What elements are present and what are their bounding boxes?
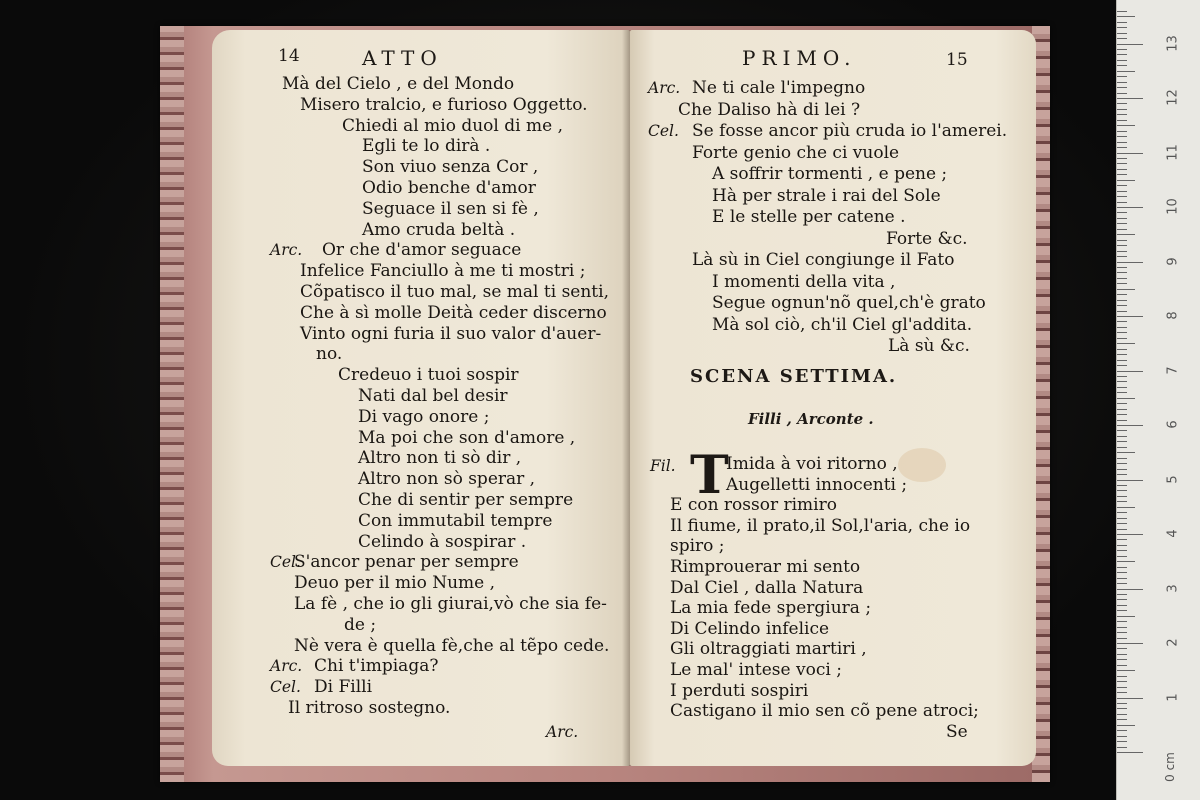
scene-verse-line: I perduti sospiri	[670, 680, 809, 701]
ruler-tick	[1117, 676, 1127, 677]
scene-verse-line: Imida à voi ritorno ,	[726, 454, 898, 474]
ruler-tick	[1117, 202, 1127, 203]
verse-line: I momenti della vita ,	[712, 271, 896, 292]
ruler-number: 6	[1165, 420, 1181, 429]
ruler-tick	[1117, 681, 1127, 682]
ruler-tick	[1117, 670, 1135, 671]
verse-line: Vinto ogni furia il suo valor d'auer-	[300, 323, 602, 344]
ruler-tick	[1117, 616, 1135, 617]
verse-line: Misero tralcio, e furioso Oggetto.	[300, 94, 588, 115]
ruler-tick	[1117, 212, 1127, 213]
ruler-tick	[1117, 643, 1143, 644]
drop-cap: T	[690, 445, 729, 506]
ruler-tick	[1117, 501, 1127, 502]
verse-line: Che à sì molle Deità ceder discerno	[300, 302, 607, 323]
speaker-label: Cel.	[648, 122, 679, 140]
ruler-tick	[1117, 610, 1127, 611]
ruler-tick	[1117, 65, 1127, 66]
ruler-tick	[1117, 583, 1127, 584]
right-catchword: Se	[946, 722, 968, 742]
ruler-tick	[1117, 332, 1127, 333]
ruler-tick	[1117, 436, 1127, 437]
speaker-label: Arc.	[270, 657, 303, 676]
ruler-tick	[1117, 109, 1127, 110]
ruler-tick	[1117, 719, 1127, 720]
ruler-tick	[1117, 594, 1127, 595]
ruler-tick	[1117, 376, 1127, 377]
ruler-tick	[1117, 632, 1127, 633]
ruler-tick	[1117, 409, 1127, 410]
ruler-number: 3	[1165, 583, 1181, 593]
verse-line: Altro non ti sò dir ,	[358, 448, 522, 469]
ruler-tick	[1117, 294, 1127, 295]
ruler-tick	[1117, 556, 1127, 557]
ruler-tick	[1117, 496, 1127, 497]
ruler-tick	[1117, 16, 1135, 17]
ruler-tick	[1117, 60, 1127, 61]
verse-line: Se fosse ancor più cruda io l'amerei.	[692, 121, 1008, 141]
ruler-tick	[1117, 153, 1143, 154]
ruler-tick	[1117, 638, 1127, 639]
ruler-tick	[1117, 420, 1127, 421]
ruler-tick	[1117, 142, 1127, 143]
ruler-tick	[1117, 698, 1143, 699]
ruler-tick	[1117, 627, 1127, 628]
ruler-tick	[1117, 507, 1135, 508]
ruler-tick	[1117, 703, 1127, 704]
scene-speaker: Fil.	[650, 457, 676, 475]
ruler-tick	[1117, 289, 1135, 290]
ruler-number: 13	[1165, 34, 1181, 52]
speaker-label: Cel.	[270, 553, 301, 572]
ruler-tick	[1117, 229, 1127, 230]
ruler-tick	[1117, 316, 1143, 317]
scene-characters: Filli , Arconte .	[748, 410, 874, 428]
left-page	[212, 30, 630, 766]
verse-line: Cõpatisco il tuo mal, se mal ti senti,	[300, 282, 609, 302]
ruler-tick	[1117, 251, 1127, 252]
ruler-number: 9	[1165, 256, 1181, 266]
ruler-tick	[1117, 218, 1127, 219]
scene-verse-line: Castigano il mio sen cõ pene atroci;	[670, 701, 979, 722]
ruler-tick	[1117, 71, 1135, 72]
ruler-tick	[1117, 305, 1127, 306]
ruler-tick	[1117, 392, 1127, 393]
ruler-number: 12	[1165, 89, 1181, 106]
ruler-tick	[1117, 736, 1127, 737]
ruler-tick	[1117, 523, 1127, 524]
ruler-tick	[1117, 163, 1127, 164]
ruler-tick	[1117, 665, 1127, 666]
ruler-number: 1	[1165, 692, 1181, 702]
ruler-tick	[1117, 98, 1143, 99]
left-page-number: 14	[278, 46, 300, 66]
ruler-number: 4	[1165, 529, 1181, 538]
ruler-tick	[1117, 430, 1127, 431]
ruler-tick	[1117, 371, 1143, 372]
ruler-tick	[1117, 567, 1127, 568]
ruler-tick	[1117, 158, 1127, 159]
verse-line: Mà sol ciò, ch'il Ciel gl'addita.	[712, 314, 973, 335]
verse-line: Amo cruda beltà .	[362, 219, 516, 240]
ruler-number: 5	[1165, 474, 1181, 484]
ruler-tick	[1117, 458, 1127, 459]
ruler-tick	[1117, 262, 1143, 263]
ruler-number: 10	[1165, 198, 1181, 215]
scene-verse-line: Il fiume, il prato,il Sol,l'aria, che io	[670, 515, 971, 536]
ruler-tick	[1117, 518, 1127, 519]
ruler-tick	[1117, 321, 1127, 322]
ruler-tick	[1117, 561, 1135, 562]
verse-line: S'ancor penar per sempre	[294, 552, 519, 573]
ruler-tick	[1117, 27, 1127, 28]
verse-line: no.	[316, 344, 343, 365]
ruler-tick	[1117, 311, 1127, 312]
verse-line: Nè vera è quella fè,che al tẽpo cede.	[294, 635, 610, 656]
verse-line: E le stelle per catene .	[712, 207, 906, 227]
ruler-tick	[1117, 267, 1127, 268]
verse-line: Là sù in Ciel congiunge il Fato	[692, 250, 955, 270]
ruler-tick	[1117, 512, 1127, 513]
verse-line: Di vago onore ;	[358, 406, 490, 427]
verse-line: Odio benche d'amor	[362, 178, 536, 198]
ruler-tick	[1117, 33, 1127, 34]
ruler-tick	[1117, 103, 1127, 104]
ruler-tick	[1117, 529, 1127, 530]
left-catchword: Arc.	[546, 723, 579, 741]
ruler-tick	[1117, 398, 1135, 399]
ruler-number: 11	[1165, 143, 1181, 161]
scene-verse-line: La mia fede spergiura ;	[670, 598, 872, 619]
verse-line: Là sù &c.	[888, 336, 970, 356]
ruler-tick	[1117, 741, 1127, 742]
ruler-tick	[1117, 578, 1127, 579]
verse-line: Con immutabil tempre	[358, 510, 553, 531]
ruler-tick	[1117, 38, 1127, 39]
ruler-tick	[1117, 534, 1143, 535]
verse-line: Forte genio che ci vuole	[692, 142, 900, 163]
verse-line: Egli te lo dirà .	[362, 136, 491, 157]
ruler-tick	[1117, 207, 1143, 208]
ruler-tick	[1117, 114, 1127, 115]
scene-verse-line: Augelletti innocenti ;	[726, 474, 908, 495]
ruler-tick	[1117, 349, 1127, 350]
ruler-tick	[1117, 93, 1127, 94]
ruler-tick	[1117, 125, 1135, 126]
verse-line: Altro non sò sperar ,	[358, 469, 536, 490]
ruler-tick	[1117, 387, 1127, 388]
scene-verse-line: Di Celindo infelice	[670, 618, 830, 639]
verse-line: La fè , che io gli giurai,vò che sia fe-	[294, 594, 607, 614]
ruler-tick	[1117, 485, 1127, 486]
verse-line: Son viuo senza Cor ,	[362, 157, 539, 178]
verse-line: Seguace il sen si fè ,	[362, 198, 539, 219]
ruler-unit-label: 0 cm	[1162, 752, 1177, 782]
ruler-tick	[1117, 180, 1135, 181]
ruler-tick	[1117, 381, 1127, 382]
ruler-tick	[1117, 272, 1127, 273]
speaker-label: Arc.	[648, 79, 681, 97]
ruler-number: 7	[1165, 365, 1181, 375]
ruler-tick	[1117, 687, 1127, 688]
ruler-tick	[1117, 490, 1127, 491]
verse-line: Ne ti cale l'impegno	[692, 78, 866, 98]
ruler-tick	[1117, 191, 1127, 192]
ruler-tick	[1117, 447, 1127, 448]
ruler-tick	[1117, 174, 1127, 175]
ruler-tick	[1117, 550, 1127, 551]
ruler-tick	[1117, 605, 1127, 606]
ruler-tick	[1117, 441, 1127, 442]
ruler-tick	[1117, 714, 1127, 715]
ruler-tick	[1117, 82, 1127, 83]
ruler-tick	[1117, 365, 1127, 366]
scene-verse-line: Dal Ciel , dalla Natura	[670, 577, 864, 598]
scene-title: SCENA SETTIMA.	[690, 366, 898, 387]
verse-line: Che di sentir per sempre	[358, 490, 574, 510]
ruler-number: 2	[1165, 638, 1181, 647]
verse-line: de ;	[344, 614, 377, 635]
ruler-tick	[1117, 648, 1127, 649]
right-page	[630, 30, 1036, 766]
ruler-tick	[1117, 136, 1127, 137]
scene-verse-line: Rimprouerar mi sento	[670, 557, 861, 577]
ruler-tick	[1117, 654, 1127, 655]
ruler-tick	[1117, 338, 1127, 339]
ruler-tick	[1117, 278, 1127, 279]
verse-line: Il ritroso sostegno.	[288, 698, 451, 718]
ruler-tick	[1117, 360, 1127, 361]
ruler-tick	[1117, 425, 1143, 426]
ruler-tick	[1117, 621, 1127, 622]
verse-line: Nati dal bel desir	[358, 386, 508, 406]
verse-line: Credeuo i tuoi sospir	[338, 365, 519, 386]
ruler-tick	[1117, 414, 1127, 415]
ruler-tick	[1117, 147, 1127, 148]
ruler-tick	[1117, 539, 1127, 540]
ruler-tick	[1117, 245, 1127, 246]
verse-line: Ma poi che son d'amore ,	[358, 427, 576, 448]
ruler-tick	[1117, 343, 1135, 344]
ruler-tick	[1117, 283, 1127, 284]
ruler-tick	[1117, 589, 1143, 590]
ruler-tick	[1117, 708, 1127, 709]
ruler-tick	[1117, 403, 1127, 404]
ruler-tick	[1117, 185, 1127, 186]
scene-verse-line: E con rossor rimiro	[670, 495, 837, 516]
right-page-number: 15	[946, 50, 968, 70]
verse-line: A soffrir tormenti , e pene ;	[712, 164, 948, 184]
ruler-tick	[1117, 474, 1127, 475]
ruler-tick	[1117, 480, 1143, 481]
ruler-tick	[1117, 44, 1143, 45]
ruler-tick	[1117, 300, 1127, 301]
ruler-tick	[1117, 730, 1127, 731]
ruler-tick	[1117, 256, 1127, 257]
ruler-number: 8	[1165, 311, 1181, 320]
ruler-tick	[1117, 76, 1127, 77]
verse-line: Di Filli	[314, 677, 373, 698]
scene-verse-line: Le mal' intese voci ;	[670, 660, 842, 680]
ruler-tick	[1117, 49, 1127, 50]
verse-line: Che Daliso hà di lei ?	[678, 99, 861, 120]
ruler-tick	[1117, 463, 1127, 464]
speaker-label: Cel.	[270, 678, 301, 697]
verse-line: Infelice Fanciullo à me ti mostri ;	[300, 261, 586, 282]
ruler-tick	[1117, 725, 1135, 726]
ruler-tick	[1117, 223, 1127, 224]
ruler-tick	[1117, 354, 1127, 355]
ruler-tick	[1117, 572, 1127, 573]
ruler-tick	[1117, 196, 1127, 197]
verse-line: Hà per strale i rai del Sole	[712, 185, 941, 206]
ruler-tick	[1117, 747, 1127, 748]
scene-verse-line: spiro ;	[670, 536, 725, 557]
verse-line: Forte &c.	[886, 228, 968, 249]
ruler-tick	[1117, 240, 1127, 241]
ruler-tick	[1117, 54, 1127, 55]
verse-line: Chiedi al mio duol di me ,	[342, 115, 563, 136]
ruler-tick	[1117, 469, 1127, 470]
ruler-tick	[1117, 659, 1127, 660]
ruler-tick	[1117, 327, 1127, 328]
verse-line: Celindo à sospirar .	[358, 531, 527, 552]
ruler-tick	[1117, 599, 1127, 600]
verse-line: Segue ognun'nõ quel,ch'è grato	[712, 293, 986, 313]
verse-line: Chi t'impiaga?	[314, 656, 439, 677]
left-running-head: ATTO	[362, 46, 443, 70]
verse-line: Or che d'amor seguace	[322, 240, 522, 261]
ruler-tick	[1117, 545, 1127, 546]
right-running-head: PRIMO.	[742, 46, 857, 70]
ruler-tick	[1117, 452, 1135, 453]
ruler-tick	[1117, 234, 1135, 235]
verse-line: Deuo per il mio Nume ,	[294, 573, 496, 594]
ruler-tick	[1117, 169, 1127, 170]
ruler-tick	[1117, 22, 1127, 23]
verse-line: Mà del Cielo , e del Mondo	[282, 74, 515, 94]
ruler-tick	[1117, 752, 1143, 753]
ruler-tick	[1117, 120, 1127, 121]
ruler-tick	[1117, 131, 1127, 132]
ruler-tick	[1117, 11, 1127, 12]
scene-verse-line: Gli oltraggiati martiri ,	[670, 639, 867, 660]
ruler-tick	[1117, 87, 1127, 88]
speaker-label: Arc.	[270, 241, 303, 260]
measuring-ruler	[1116, 0, 1200, 800]
ruler-tick	[1117, 692, 1127, 693]
